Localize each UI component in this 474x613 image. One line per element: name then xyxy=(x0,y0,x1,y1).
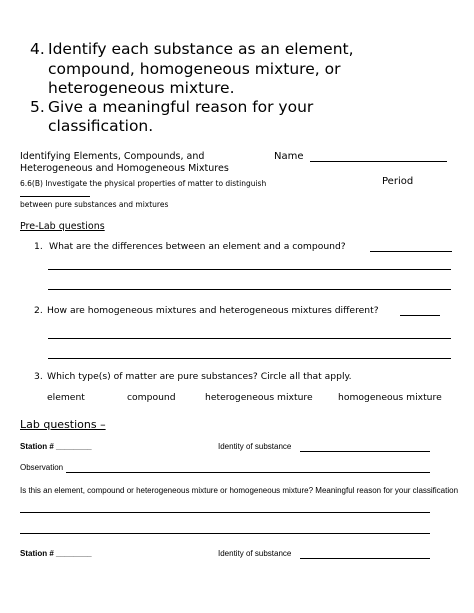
observation-label: Observation xyxy=(20,463,64,472)
standard-text-line1: 6.6(B) Investigate the physical properties of matter to distinguish xyxy=(20,179,267,188)
answer-line[interactable] xyxy=(20,512,430,513)
answer-line[interactable] xyxy=(370,251,452,252)
question-2-text: How are homogeneous mixtures and heterogeneous mixtures different? xyxy=(47,305,379,316)
worksheet-title-line1: Identifying Elements, Compounds, and xyxy=(20,151,205,162)
name-field[interactable] xyxy=(310,161,447,162)
choice-heterogeneous-mixture[interactable]: heterogeneous mixture xyxy=(205,392,313,403)
classification-question: Is this an element, compound or heterogeneous mixture or homogeneous mixture? Meaningful reason for your classification xyxy=(20,486,459,495)
answer-line[interactable] xyxy=(20,533,430,534)
answer-line[interactable] xyxy=(400,315,440,316)
station-2-label: Station # ________ xyxy=(20,549,92,558)
instruction-text: compound, homogeneous mixture, or xyxy=(48,60,341,78)
question-number: 1. xyxy=(34,241,43,252)
instruction-text: Give a meaningful reason for your xyxy=(48,98,314,116)
identity-label: Identity of substance xyxy=(218,442,292,451)
choice-element[interactable]: element xyxy=(47,392,85,403)
instruction-text: heterogeneous mixture. xyxy=(48,79,235,97)
answer-line[interactable] xyxy=(48,289,451,290)
station-label: Station # ________ xyxy=(20,442,92,451)
observation-field[interactable] xyxy=(66,472,430,473)
worksheet-title-line2: Heterogeneous and Homogeneous Mixtures xyxy=(20,163,229,174)
answer-line[interactable] xyxy=(48,338,451,339)
prelab-heading: Pre-Lab questions xyxy=(20,221,105,232)
lab-heading: Lab questions – xyxy=(20,418,106,431)
question-number: 2. xyxy=(34,305,43,316)
identity-2-label: Identity of substance xyxy=(218,549,292,558)
answer-line[interactable] xyxy=(48,358,451,359)
choice-compound[interactable]: compound xyxy=(127,392,176,403)
choice-homogeneous-mixture[interactable]: homogeneous mixture xyxy=(338,392,442,403)
instruction-text: classification. xyxy=(48,117,154,135)
instruction-number: 4. xyxy=(30,40,45,58)
instruction-number: 5. xyxy=(30,98,45,116)
question-1-text: What are the differences between an element and a compound? xyxy=(49,241,346,252)
standard-divider xyxy=(20,196,90,197)
name-label: Name xyxy=(274,151,304,162)
question-number: 3. xyxy=(34,371,43,382)
standard-text-line2: between pure substances and mixtures xyxy=(20,200,169,209)
identity-field[interactable] xyxy=(300,451,430,452)
period-label: Period xyxy=(382,176,414,187)
identity-2-field[interactable] xyxy=(300,558,430,559)
question-3-text: Which type(s) of matter are pure substances? Circle all that apply. xyxy=(47,371,352,382)
answer-line[interactable] xyxy=(48,269,451,270)
instruction-text: Identify each substance as an element, xyxy=(48,40,354,58)
